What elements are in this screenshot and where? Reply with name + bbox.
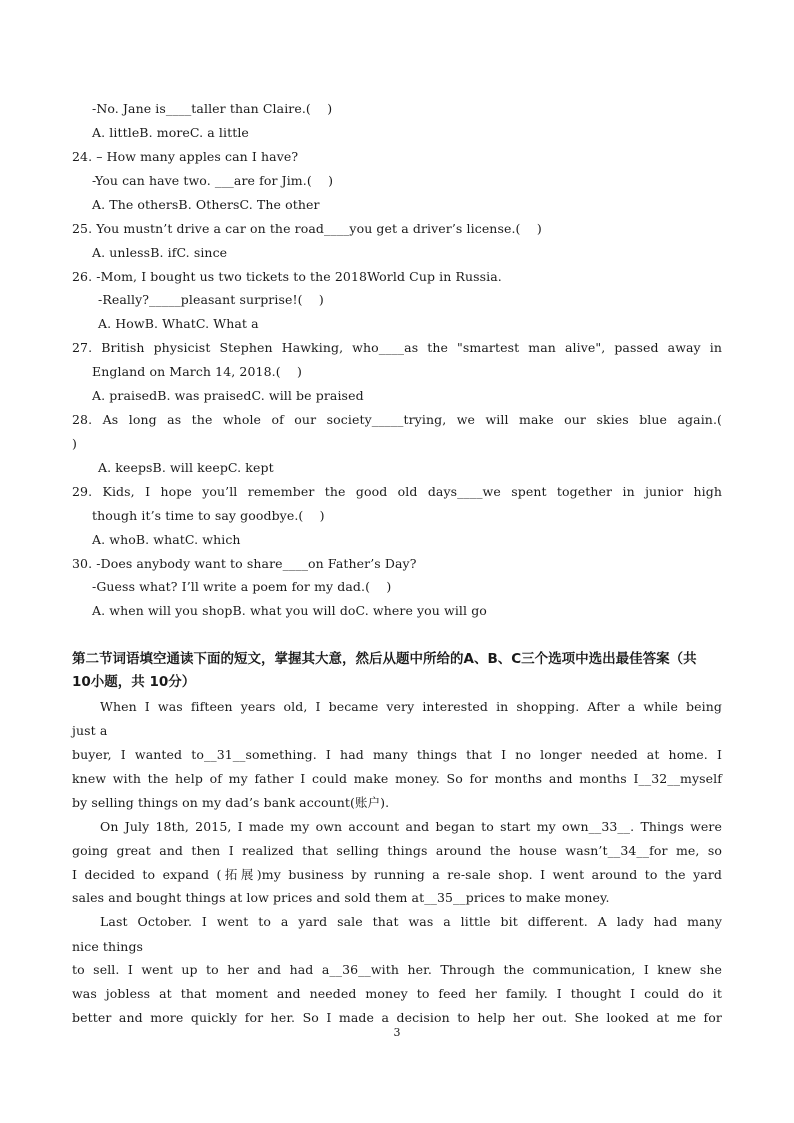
passage-line-4: knew with the help of my father I could make money. So for months and months I__32__myself xyxy=(72,771,722,786)
q29-options: A. whoB. whatC. which xyxy=(92,532,241,547)
passage-line-7: going great and then I realized that selling things around the house wasn’t__34__for me, so xyxy=(72,843,722,858)
page-number: 3 xyxy=(393,1026,401,1039)
passage-line-12: to sell. I went up to her and had a__36__with her. Through the communication, I knew she xyxy=(72,962,722,977)
passage-line-14: better and more quickly for her. So I made a decision to help her out. She looked at me for xyxy=(72,1010,722,1025)
q24-response: -You can have two. ___are for Jim.( ) xyxy=(92,173,334,188)
q28-line-2: ) xyxy=(72,436,77,451)
passage-line-9: sales and bought things at low prices and sold them at__35__prices to make money. xyxy=(72,890,610,905)
q27-line-1: 27. British physicist Stephen Hawking, who____as the "smartest man alive", passed away in xyxy=(72,340,722,355)
q25-stem: 25. You mustn’t drive a car on the road____you get a driver’s license.( ) xyxy=(72,221,542,236)
q30-options: A. when will you shopB. what you will doC. where you will go xyxy=(92,603,487,618)
q24-stem: 24. – How many apples can I have? xyxy=(72,149,299,164)
section-heading-line-2: 10小题，共 10分） xyxy=(72,674,196,690)
passage-line-10: Last October. I went to a yard sale that was a little bit different. A lady had many xyxy=(100,914,722,929)
passage-line-1: When I was fifteen years old, I became very interested in shopping. After a while being xyxy=(100,699,722,714)
q30-response: -Guess what? I’ll write a poem for my dad.( ) xyxy=(92,579,392,594)
passage-line-2: just a xyxy=(72,723,108,738)
q26-stem: 26. -Mom, I bought us two tickets to the 2018World Cup in Russia. xyxy=(72,269,502,284)
passage-line-13: was jobless at that moment and needed money to feed her family. I thought I could do it xyxy=(72,986,722,1001)
q26-response: -Really?_____pleasant surprise!( ) xyxy=(98,292,324,307)
q23-response: -No. Jane is____taller than Claire.( ) xyxy=(92,101,333,116)
q27-options: A. praisedB. was praisedC. will be praised xyxy=(92,388,364,403)
q28-options: A. keepsB. will keepC. kept xyxy=(98,460,274,475)
q25-options: A. unlessB. ifC. since xyxy=(92,245,228,260)
q24-options: A. The othersB. OthersC. The other xyxy=(92,197,320,212)
q28-line-1: 28. As long as the whole of our society_____trying, we will make our skies blue again.( xyxy=(72,412,722,427)
q29-line-1: 29. Kids, I hope you’ll remember the good old days____we spent together in junior high xyxy=(72,484,722,499)
section-heading-line-1: 第二节词语填空通读下面的短文，掌握其大意，然后从题中所给的A、B、C三个选项中选出最佳答案（共 xyxy=(72,651,697,667)
q29-line-2: though it’s time to say goodbye.( ) xyxy=(92,508,325,523)
passage-line-8: I decided to expand (拓展)my business by running a re-sale shop. I went around to the yard xyxy=(72,867,722,882)
q23-options: A. littleB. moreC. a little xyxy=(92,125,249,140)
passage-line-6: On July 18th, 2015, I made my own account and began to start my own__33__. Things were xyxy=(100,819,722,834)
q27-line-2: England on March 14, 2018.( ) xyxy=(92,364,302,379)
passage-line-11: nice things xyxy=(72,939,144,954)
q26-options: A. HowB. WhatC. What a xyxy=(98,316,259,331)
passage-line-5: by selling things on my dad’s bank account(账户). xyxy=(72,795,390,810)
q30-stem: 30. -Does anybody want to share____on Father’s Day? xyxy=(72,556,417,571)
passage-line-3: buyer, I wanted to__31__something. I had many things that I no longer needed at home. I xyxy=(72,747,722,762)
